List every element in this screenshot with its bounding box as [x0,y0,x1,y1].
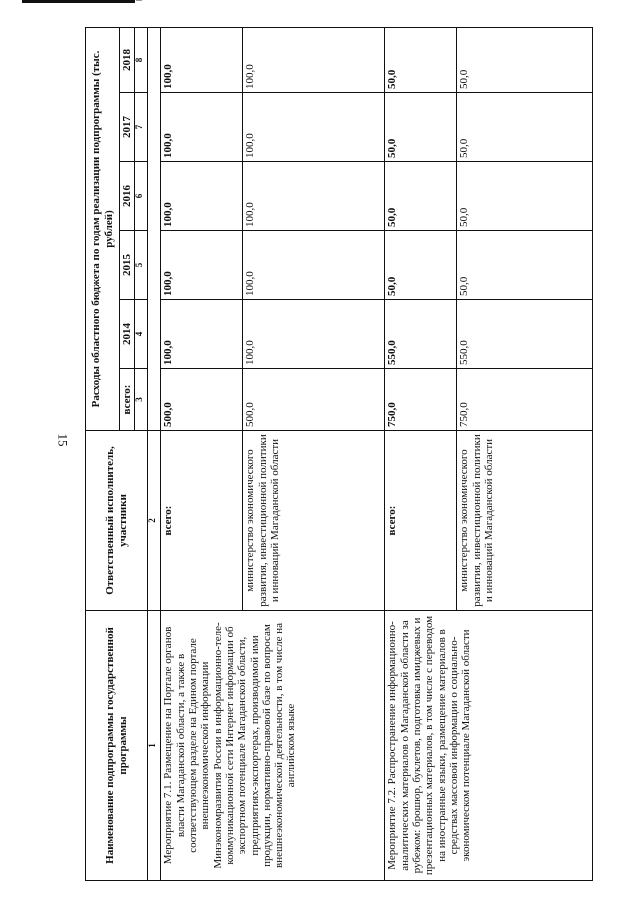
total-value-2018: 50,0 [385,27,457,92]
col-number-3: 3 [135,369,148,431]
col-number-5: 5 [135,231,148,300]
participant-value-2016: 50,0 [457,162,593,231]
participant-value-2015: 100,0 [243,231,385,300]
total-label: всего: [161,431,243,611]
participant-name: министерство экономического развития, инвестиционной политики и инноваций Магаданской области [243,431,385,611]
top-rule [22,0,135,3]
participant-value-2015: 50,0 [457,231,593,300]
total-value-2018: 100,0 [161,27,243,92]
rotated-table-wrapper [85,28,580,881]
header-expenses: Расходы областного бюджета по годам реализации подпрограммы (тыс. рублей) [86,27,120,430]
total-value-all: 750,0 [385,369,457,431]
participant-name: министерство экономического развития, инвестиционной политики и инноваций Магаданской области [457,431,593,611]
header-name: Наименование подпрограммы государственной программы [86,611,148,881]
page-number: 15 [55,433,71,447]
participant-value-all: 750,0 [457,369,593,431]
total-value-2016: 50,0 [385,162,457,231]
measure-name: Мероприятие 7.2. Распространение информационно-аналитических материалов о Магаданской области за рубежом: брошюр, буклетов, подготовка имиджевых и презентационных материалов, в том числе с переводом на иностранные языки, размещение материалов в средствах массовой информации о социально-экономическом потенциале Магаданской области [385,611,593,881]
participant-value-2014: 100,0 [243,300,385,369]
col-number-2: 2 [148,431,161,611]
table-row [161,27,243,880]
total-value-2015: 50,0 [385,231,457,300]
total-value-all: 500,0 [161,369,243,431]
rotated-table-frame [85,28,580,881]
total-label: всего: [385,431,457,611]
col-number-8: 8 [135,27,148,92]
top-rule-tail [136,0,142,1]
header-year-2015: 2015 [120,231,135,300]
total-value-2016: 100,0 [161,162,243,231]
total-value-2015: 100,0 [161,231,243,300]
participant-value-2017: 100,0 [243,93,385,162]
col-number-6: 6 [135,162,148,231]
participant-value-2014: 550,0 [457,300,593,369]
header-year-2017: 2017 [120,93,135,162]
measure-name: Мероприятие 7.1. Размещение на Портале органов власти Магаданской области, а также в соответствующем разделе на Едином портале внешнеэкономической информации Минэкономразвития России в информационно-теле-коммуникационной сети Интернет информации об экспортном потенциале Магаданской области, предприятиях-экспортерах, производимой ими продукции, нормативно-правовой базе по вопросам внешнеэкономической деятельности, в том числе на английском языке [161,611,385,881]
total-value-2014: 550,0 [385,300,457,369]
expenses-table [85,27,593,881]
participant-value-all: 500,0 [243,369,385,431]
header-total: всего: [120,369,135,431]
header-year-2018: 2018 [120,27,135,92]
total-value-2014: 100,0 [161,300,243,369]
participant-value-2017: 50,0 [457,93,593,162]
header-year-2014: 2014 [120,300,135,369]
total-value-2017: 100,0 [161,93,243,162]
col-number-4: 4 [135,300,148,369]
table-row [385,27,457,880]
col-number-1: 1 [148,611,161,881]
header-executor: Ответственный исполнитель, участники [86,431,148,611]
participant-value-2016: 100,0 [243,162,385,231]
header-year-2016: 2016 [120,162,135,231]
participant-value-2018: 100,0 [243,27,385,92]
total-value-2017: 50,0 [385,93,457,162]
participant-value-2018: 50,0 [457,27,593,92]
col-number-7: 7 [135,93,148,162]
